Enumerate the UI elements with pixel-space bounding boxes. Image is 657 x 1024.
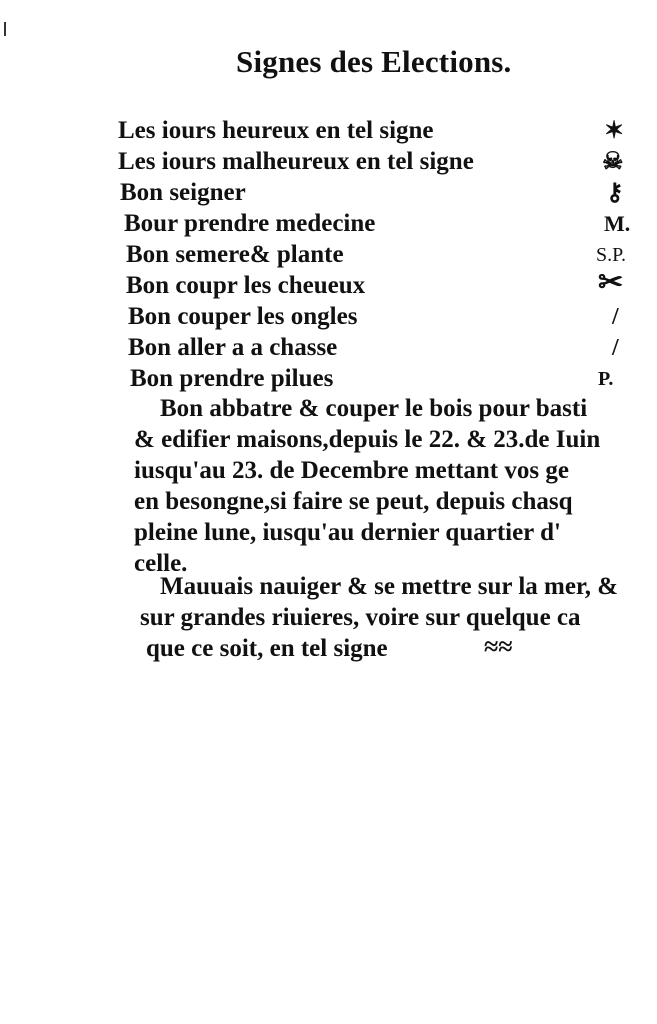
paragraph-line: que ce soit, en tel signe (146, 635, 388, 662)
paragraph-line: pleine lune, iusqu'au dernier quartier d' (134, 519, 561, 546)
paragraph-line: celle. (134, 550, 188, 577)
row-text: Bon aller a a chasse (128, 334, 338, 361)
row-text: Bon prendre pilues (130, 365, 334, 392)
row-text: Bon coupr les cheueux (126, 272, 366, 299)
paragraph-line: & edifier maisons,depuis le 22. & 23.de Iuin (134, 426, 601, 453)
row-text: Les iours heureux en tel signe (118, 117, 434, 144)
row-text: Bon seigner (120, 179, 246, 206)
row-text: Bour prendre medecine (124, 210, 376, 237)
paragraph-line: sur grandes riuieres, voire sur quelque ca (140, 604, 581, 631)
hunt-symbol-icon: / (612, 335, 619, 361)
margin-mark (4, 22, 6, 36)
asterisk-symbol-icon: ✶ (604, 118, 625, 144)
paragraph-line: en besongne,si faire se peut, depuis chasq (134, 488, 573, 515)
row-symbol: P. (598, 368, 614, 390)
skull-symbol-icon: ☠ (602, 149, 624, 175)
row-symbol: S.P. (596, 244, 627, 266)
paragraph-line: Bon abbatre & couper le bois pour basti (160, 395, 588, 422)
scissors-icon: ✂ (598, 266, 624, 299)
row-text: Les iours malheureux en tel signe (118, 148, 474, 175)
row-text: Bon couper les ongles (128, 303, 358, 330)
lancet-symbol-icon: ⚷ (606, 180, 624, 206)
page-heading: Signes des Elections. (236, 44, 512, 79)
nail-symbol-icon: / (612, 304, 619, 330)
paragraph-line: iusqu'au 23. de Decembre mettant vos ge (134, 457, 569, 484)
row-symbol: M. (604, 211, 631, 236)
paragraph-line: Mauuais nauiger & se mettre sur la mer, & (160, 573, 619, 600)
aquarius-icon: ≈≈ (484, 632, 513, 661)
row-text: Bon semere& plante (126, 241, 344, 268)
